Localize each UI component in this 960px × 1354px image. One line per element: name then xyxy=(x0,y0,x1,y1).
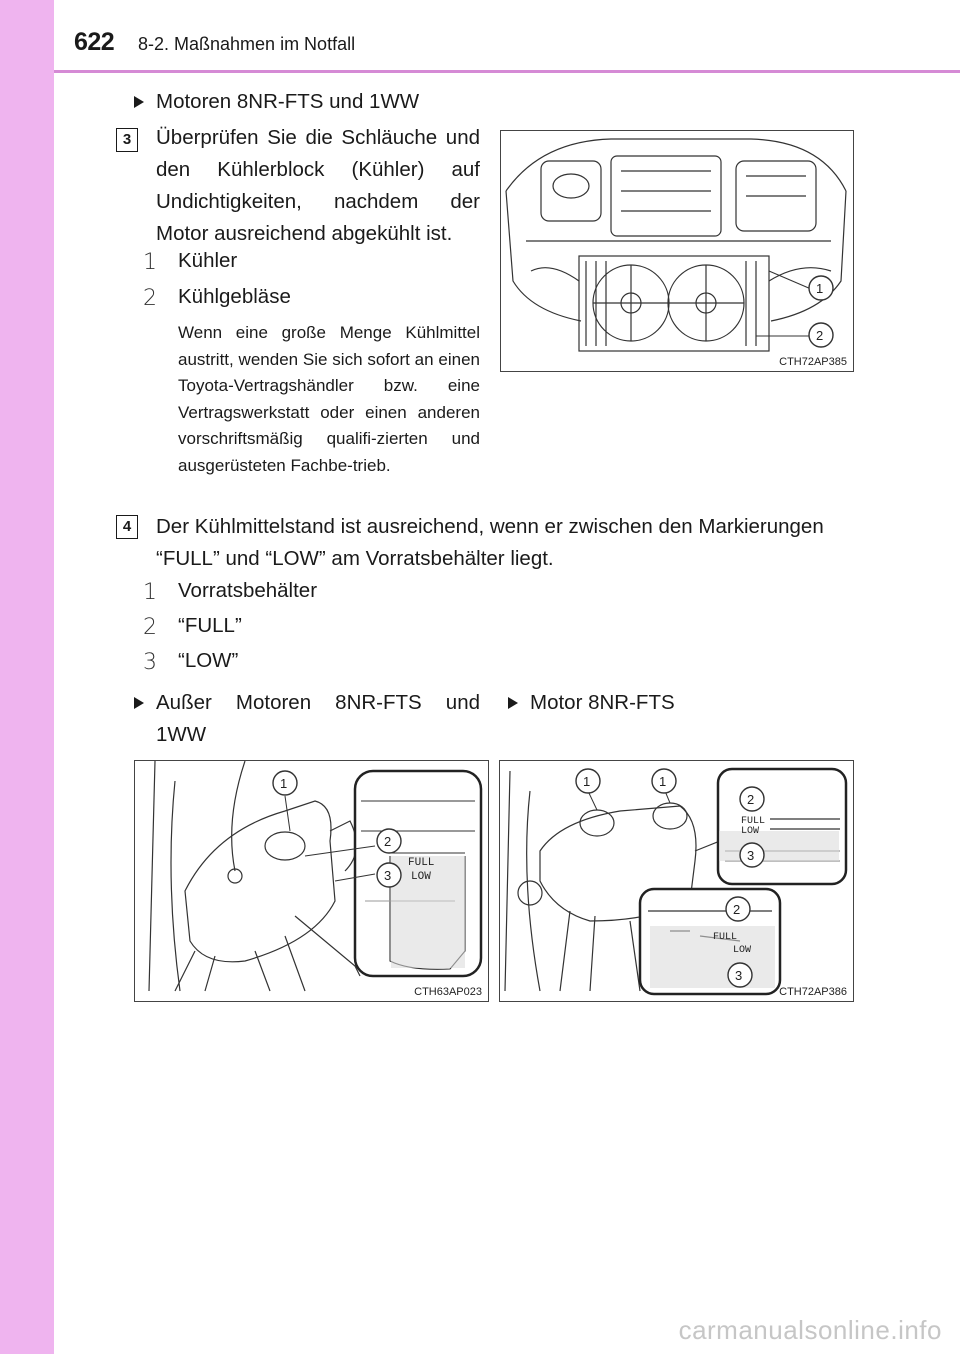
watermark-link[interactable]: carmanualsonline.info xyxy=(678,1315,942,1345)
engine-bay-illustration xyxy=(500,130,854,372)
page-number: 622 xyxy=(74,28,115,56)
full-mark-text: FULL xyxy=(741,816,766,827)
figure-code: CTH63AP023 xyxy=(414,986,482,998)
legend-label-vorratsbehaelter: Vorratsbehälter xyxy=(178,579,318,602)
legend-num-1: 1 xyxy=(143,250,157,275)
coolant-fill-top xyxy=(719,831,839,861)
engine-bay-drawing xyxy=(501,131,853,371)
full-mark-text: FULL xyxy=(408,857,435,869)
callout-1: 1 xyxy=(583,774,591,789)
reservoir-drawing-left xyxy=(135,761,488,1001)
legend-label-full: “FULL” xyxy=(178,614,242,637)
reservoir-illustration-left xyxy=(134,760,489,1002)
reservoir-drawing-right xyxy=(500,761,853,1001)
variant-right-heading: Motor 8NR-FTS xyxy=(530,691,675,714)
low-mark-text: LOW xyxy=(733,945,752,956)
step-3-note: Wenn eine große Menge Kühlmittel austritt, wenden Sie sich sofort an einen Toyota-Vertragshändler bzw. eine Vertragswerkstatt oder einen anderen vorschriftsmäßig qualifi-zierten und ausgerüsteten Fachbe-trieb. xyxy=(178,323,480,475)
callout-3: 3 xyxy=(384,868,392,883)
header-rule xyxy=(54,70,960,73)
figure-callout-1: 1 xyxy=(816,281,824,296)
step-number-4: 4 xyxy=(116,515,138,539)
legend-num-3: 3 xyxy=(143,650,157,675)
section-title: 8-2. Maßnahmen im Notfall xyxy=(138,34,356,54)
reservoir-illustration-right xyxy=(499,760,854,1002)
figure-callout-2: 2 xyxy=(816,328,824,343)
callout-2: 2 xyxy=(384,834,392,849)
legend-num-2: 2 xyxy=(143,286,157,311)
callout-3: 3 xyxy=(747,848,755,863)
step-4-text: Der Kühlmittelstand ist ausreichend, wenn er zwischen den Markierungen “FULL” und “LOW” am Vorratsbehälter liegt. xyxy=(156,515,824,570)
step-number-3: 3 xyxy=(116,128,138,152)
engine-heading: Motoren 8NR-FTS und 1WW xyxy=(156,90,420,113)
callout-1: 1 xyxy=(280,776,288,791)
step-3-text: Überprüfen Sie die Schläuche und den Kühlerblock (Kühler) auf Undichtigkeiten, nachdem der Motor ausreichend abgekühlt ist. xyxy=(156,126,480,245)
legend-label-kuehlgeblaese: Kühlgebläse xyxy=(178,285,291,308)
legend-num-1: 1 xyxy=(143,580,157,605)
low-mark-text: LOW xyxy=(741,826,760,837)
legend-label-kuehler: Kühler xyxy=(178,249,238,272)
legend-num-2: 2 xyxy=(143,615,157,640)
figure-code: CTH72AP385 xyxy=(779,356,847,368)
callout-3: 3 xyxy=(735,968,743,983)
callout-2: 2 xyxy=(747,792,755,807)
legend-label-low: “LOW” xyxy=(178,649,239,672)
side-tab-strip xyxy=(0,0,54,1354)
figure-code: CTH72AP386 xyxy=(779,986,847,998)
callout-2: 2 xyxy=(733,902,741,917)
callout-1: 1 xyxy=(659,774,667,789)
full-mark-text: FULL xyxy=(713,932,738,943)
bullet-triangle-icon xyxy=(508,697,518,709)
bullet-triangle-icon xyxy=(134,697,144,709)
low-mark-text: LOW xyxy=(411,871,431,883)
bullet-triangle-icon xyxy=(134,96,144,108)
variant-left-heading: Außer Motoren 8NR-FTS und 1WW xyxy=(156,691,480,746)
